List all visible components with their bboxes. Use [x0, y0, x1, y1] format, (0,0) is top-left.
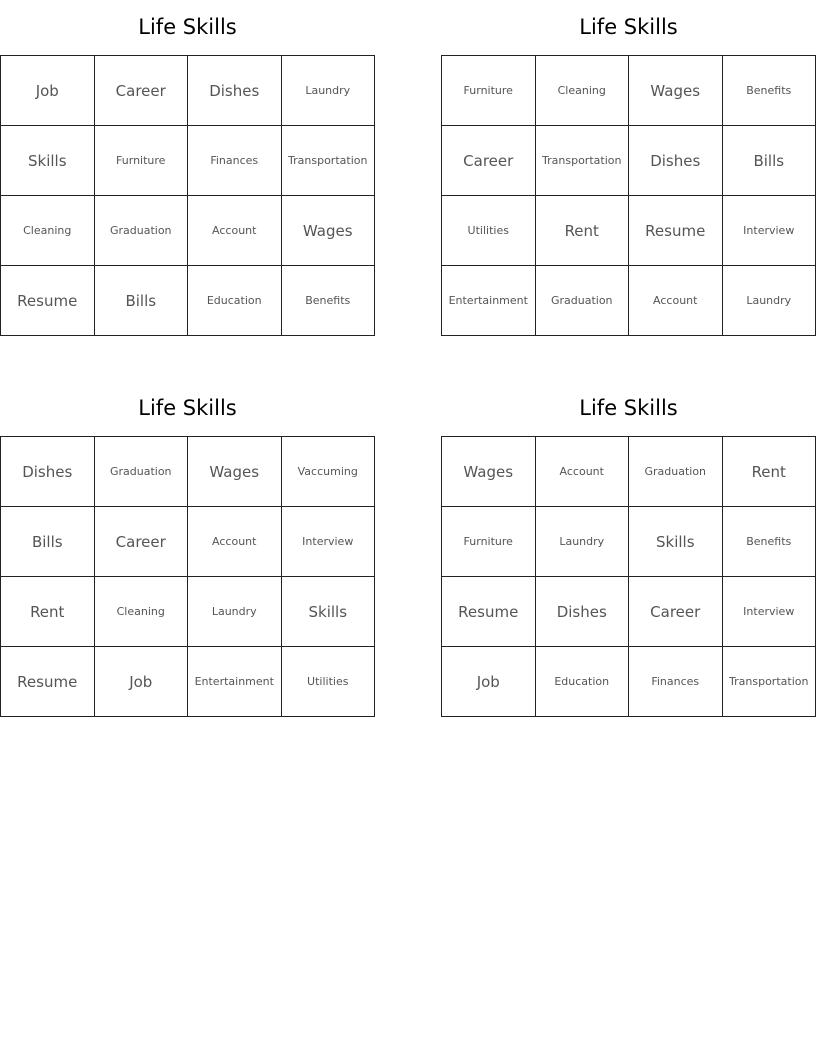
grid-cell: Transportation [536, 126, 630, 196]
grid-cell: Finances [188, 126, 282, 196]
grid-cell: Cleaning [536, 56, 630, 126]
grid-cell: Benefits [723, 56, 816, 126]
grid-cell: Furniture [442, 56, 536, 126]
card-title: Life Skills [579, 396, 678, 420]
grid-cell: Bills [95, 266, 189, 336]
grid-cell: Resume [629, 196, 723, 266]
grid-cell: Career [629, 577, 723, 647]
grid-cell: Finances [629, 647, 723, 717]
grid-cell: Laundry [282, 56, 376, 126]
grid-cell: Job [1, 56, 95, 126]
grid-cell: Account [629, 266, 723, 336]
grid-cell: Rent [536, 196, 630, 266]
bingo-grid [0, 55, 375, 336]
grid-cell: Resume [1, 266, 95, 336]
card-title: Life Skills [138, 15, 237, 39]
grid-cell: Resume [442, 577, 536, 647]
grid-cell: Rent [1, 577, 95, 647]
grid-cell: Education [536, 647, 630, 717]
bingo-grid [0, 436, 375, 717]
grid-cell: Dishes [188, 56, 282, 126]
grid-cell: Graduation [629, 437, 723, 507]
grid-cell: Career [442, 126, 536, 196]
grid-cell: Interview [723, 577, 816, 647]
grid-cell: Vaccuming [282, 437, 376, 507]
grid-cell: Furniture [95, 126, 189, 196]
grid-cell: Laundry [536, 507, 630, 577]
grid-cell: Laundry [723, 266, 816, 336]
grid-cell: Wages [442, 437, 536, 507]
grid-cell: Skills [629, 507, 723, 577]
grid-cell: Career [95, 507, 189, 577]
grid-cell: Benefits [723, 507, 816, 577]
grid-cell: Cleaning [1, 196, 95, 266]
grid-cell: Graduation [536, 266, 630, 336]
grid-cell: Resume [1, 647, 95, 717]
bingo-card-1 [0, 0, 375, 336]
grid-cell: Interview [723, 196, 816, 266]
grid-cell: Utilities [442, 196, 536, 266]
grid-cell: Benefits [282, 266, 376, 336]
grid-cell: Account [536, 437, 630, 507]
grid-cell: Account [188, 507, 282, 577]
grid-cell: Bills [1, 507, 95, 577]
card-title: Life Skills [579, 15, 678, 39]
grid-cell: Education [188, 266, 282, 336]
grid-cell: Utilities [282, 647, 376, 717]
grid-cell: Graduation [95, 196, 189, 266]
grid-cell: Wages [629, 56, 723, 126]
bingo-card-4 [441, 381, 816, 717]
grid-cell: Wages [282, 196, 376, 266]
grid-cell: Rent [723, 437, 816, 507]
grid-cell: Cleaning [95, 577, 189, 647]
grid-cell: Dishes [536, 577, 630, 647]
grid-cell: Dishes [629, 126, 723, 196]
grid-cell: Dishes [1, 437, 95, 507]
bingo-grid [441, 55, 816, 336]
grid-cell: Entertainment [442, 266, 536, 336]
grid-cell: Job [95, 647, 189, 717]
bingo-grid [441, 436, 816, 717]
grid-cell: Graduation [95, 437, 189, 507]
grid-cell: Job [442, 647, 536, 717]
grid-cell: Skills [1, 126, 95, 196]
grid-cell: Laundry [188, 577, 282, 647]
grid-cell: Wages [188, 437, 282, 507]
card-title: Life Skills [138, 396, 237, 420]
grid-cell: Transportation [723, 647, 816, 717]
bingo-card-3 [0, 381, 375, 717]
grid-cell: Transportation [282, 126, 376, 196]
bingo-card-2 [441, 0, 816, 336]
grid-cell: Career [95, 56, 189, 126]
grid-cell: Account [188, 196, 282, 266]
grid-cell: Furniture [442, 507, 536, 577]
grid-cell: Interview [282, 507, 376, 577]
grid-cell: Bills [723, 126, 816, 196]
grid-cell: Entertainment [188, 647, 282, 717]
grid-cell: Skills [282, 577, 376, 647]
